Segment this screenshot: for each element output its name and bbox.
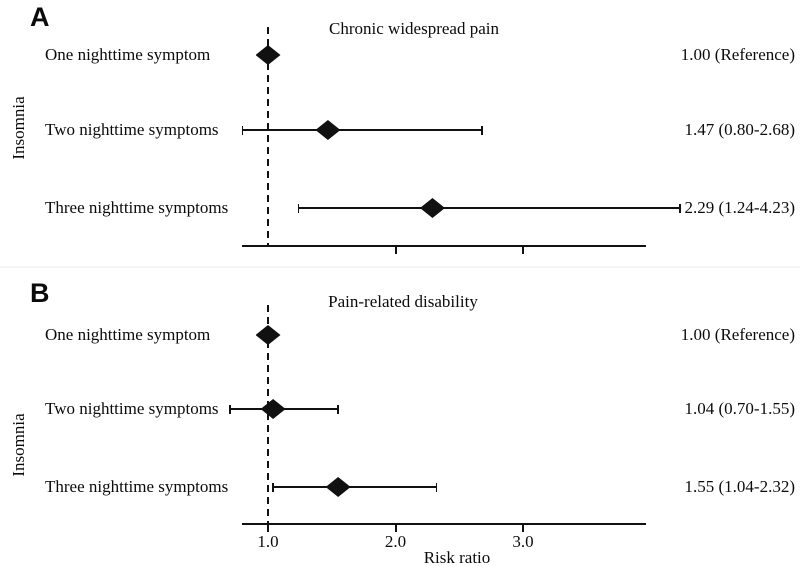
point-estimate-diamond (261, 399, 286, 419)
ci-line (243, 129, 483, 131)
point-estimate-diamond (326, 477, 351, 497)
ci-line (299, 207, 680, 209)
row-label: One nighttime symptom (45, 325, 211, 344)
panel-divider (0, 266, 800, 268)
ci-cap-right (436, 483, 438, 492)
panel-a-y-axis-label: Insomnia (9, 96, 28, 160)
x-axis-tick-label: 1.0 (257, 532, 279, 551)
panel-a-title: Chronic widespread pain (329, 19, 499, 38)
panel-b-label: B (30, 278, 50, 308)
ci-cap-left (298, 204, 300, 213)
row-label: Two nighttime symptoms (45, 399, 219, 418)
row-label: Two nighttime symptoms (45, 120, 219, 139)
row-value: 2.29 (1.24-4.23) (684, 198, 795, 217)
x-axis-tick (522, 245, 524, 254)
x-axis-tick (267, 523, 269, 532)
ci-cap-right (481, 126, 483, 135)
panel-b-title: Pain-related disability (328, 292, 478, 311)
row-value: 1.00 (Reference) (680, 325, 795, 344)
row-value: 1.47 (0.80-2.68) (684, 120, 795, 139)
point-estimate-diamond (256, 325, 281, 345)
row-value: 1.00 (Reference) (680, 45, 795, 64)
row-label: Three nighttime symptoms (45, 198, 229, 217)
ci-cap-left (229, 405, 231, 414)
panel-b-y-axis-label: Insomnia (9, 413, 28, 477)
ci-cap-left (242, 126, 244, 135)
ci-cap-right (337, 405, 339, 414)
x-axis-tick (522, 523, 524, 532)
row-value: 1.55 (1.04-2.32) (684, 477, 795, 496)
row-label: One nighttime symptom (45, 45, 211, 64)
point-estimate-diamond (256, 45, 281, 65)
panel-a-x-axis (242, 245, 646, 247)
panel-a-label: A (30, 2, 50, 32)
panel-b-x-axis (242, 523, 646, 525)
x-axis-label: Risk ratio (423, 548, 491, 566)
x-axis-tick (395, 245, 397, 254)
x-axis-tick-label: 3.0 (512, 532, 534, 551)
row-value: 1.04 (0.70-1.55) (684, 399, 795, 418)
ci-cap-right (679, 204, 681, 213)
ci-line (273, 486, 436, 488)
x-axis-tick-label: 2.0 (384, 532, 407, 551)
point-estimate-diamond (420, 198, 445, 218)
ci-cap-left (272, 483, 274, 492)
row-label: Three nighttime symptoms (45, 477, 229, 496)
x-axis-tick (395, 523, 397, 532)
point-estimate-diamond (315, 120, 340, 140)
